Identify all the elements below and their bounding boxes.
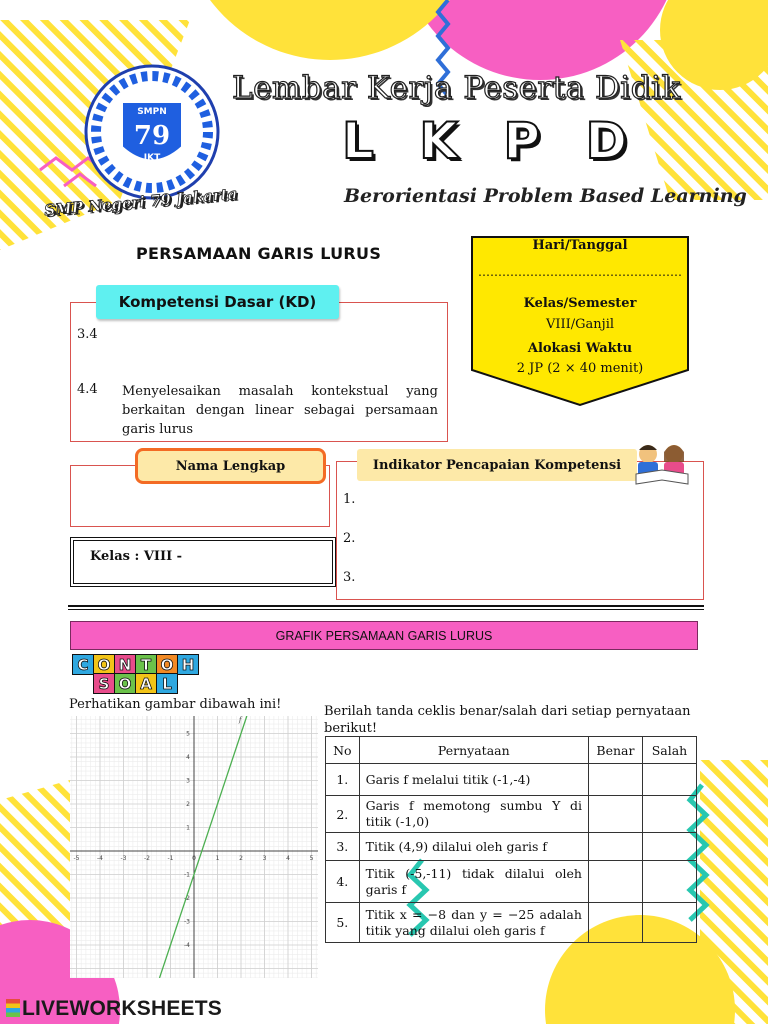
table-instruction: Berilah tanda ceklis benar/salah dari setiap pernyataan berikut! (324, 704, 691, 736)
column-header: Pernyataan (359, 737, 588, 764)
y-tick-label: 5 (186, 730, 190, 738)
row-statement: Titik (4,9) dilalui oleh garis f (359, 833, 588, 861)
letter-tile: L (156, 673, 178, 694)
line-graph (70, 716, 318, 978)
indicator-item: 1. (343, 492, 356, 507)
logo-text-top: SMPN (137, 107, 167, 117)
row-number: 1. (326, 764, 360, 796)
x-tick-label: -5 (73, 855, 80, 862)
letter-tile: H (177, 654, 199, 675)
true-checkbox-cell[interactable] (588, 861, 642, 903)
class-semester-label: Kelas/Semester (523, 296, 637, 311)
time-allocation-value: 2 JP (2 × 40 menit) (516, 361, 644, 376)
indicator-item: 2. (343, 531, 356, 546)
false-checkbox-cell[interactable] (642, 796, 696, 833)
y-tick-label: 1 (186, 824, 190, 832)
kd-item-number: 3.4 (77, 327, 98, 342)
true-false-table (325, 736, 697, 943)
kd-heading: Kompetensi Dasar (KD) (96, 285, 339, 319)
table-row (326, 764, 697, 796)
section-divider (68, 605, 704, 607)
row-number: 4. (326, 861, 360, 903)
row-statement: Titik (-5,-11) tidak dilalui oleh garis f (359, 861, 588, 903)
y-tick-label: -4 (184, 942, 190, 949)
row-number: 5. (326, 903, 360, 943)
lkpd-heading: L K P D (342, 112, 641, 170)
time-allocation-label: Alokasi Waktu (527, 341, 633, 356)
x-tick-label: 3 (262, 855, 267, 862)
x-tick-label: -4 (97, 855, 103, 862)
table-row (326, 796, 697, 833)
y-tick-label: 3 (186, 777, 190, 785)
x-tick-label: 0 (192, 855, 196, 862)
kd-item-text: Menyelesaikan masalah kontekstual yang berkaitan dengan linear sebagai persamaan garis lurus (122, 384, 438, 437)
y-tick-label: -1 (184, 871, 190, 879)
row-number: 2. (326, 796, 360, 833)
false-checkbox-cell[interactable] (642, 833, 696, 861)
table-row (326, 861, 697, 903)
section-divider (68, 609, 704, 610)
letter-tile: O (93, 654, 115, 675)
row-number: 3. (326, 833, 360, 861)
date-value[interactable]: …………………………………………… (478, 265, 682, 279)
x-tick-label: 2 (239, 855, 243, 862)
x-tick-label: -2 (144, 855, 150, 862)
false-checkbox-cell[interactable] (642, 903, 696, 943)
graph-instruction: Perhatikan gambar dibawah ini! (69, 697, 282, 712)
liveworksheets-icon (6, 999, 20, 1017)
y-tick-label: -3 (184, 918, 190, 926)
series-label: f (238, 716, 242, 724)
liveworksheets-logo (6, 997, 222, 1021)
y-tick-label: 2 (186, 801, 190, 808)
table-row (326, 833, 697, 861)
worksheet-subtitle: Berorientasi Problem Based Learning (344, 185, 747, 207)
column-header: Benar (588, 737, 642, 764)
students-reading-icon (630, 440, 694, 486)
letter-tile: N (114, 654, 136, 675)
false-checkbox-cell[interactable] (642, 861, 696, 903)
column-header: No (326, 737, 360, 764)
true-checkbox-cell[interactable] (588, 764, 642, 796)
worksheet-title: Lembar Kerja Peserta Didik (232, 70, 681, 106)
y-tick-label: 4 (186, 754, 190, 761)
letter-tile: C (72, 654, 94, 675)
logo-text-bottom: JKT (143, 153, 161, 163)
class-label: Kelas : VIII - (90, 549, 183, 564)
letter-tile: O (114, 673, 136, 694)
indicator-item: 3. (343, 570, 356, 585)
name-label: Nama Lengkap (135, 448, 326, 484)
letter-tile: A (135, 673, 157, 694)
table-header-row (326, 737, 697, 764)
row-statement: Garis f memotong sumbu Y di titik (-1,0) (359, 796, 588, 833)
x-tick-label: -1 (167, 855, 174, 862)
y-tick-label: -2 (184, 895, 190, 902)
column-header: Salah (642, 737, 696, 764)
liveworksheets-label: LIVEWORKSHEETS (22, 997, 222, 1020)
section-banner: GRAFIK PERSAMAAN GARIS LURUS (70, 621, 698, 650)
true-checkbox-cell[interactable] (588, 833, 642, 861)
letter-tile: S (93, 673, 115, 694)
x-tick-label: 5 (309, 855, 314, 862)
school-name: SMP Negeri 79 Jakarta (43, 184, 239, 220)
true-checkbox-cell[interactable] (588, 796, 642, 833)
row-statement: Titik x = −8 dan y = −25 adalah titik yang dilalui oleh garis f (359, 903, 588, 943)
letter-tile: O (156, 654, 178, 675)
school-logo (82, 62, 222, 202)
table-row (326, 903, 697, 943)
kd-item-number: 4.4 (77, 382, 98, 397)
date-label: Hari/Tanggal (532, 238, 628, 253)
x-tick-label: 4 (286, 855, 290, 862)
row-statement: Garis f melalui titik (-1,-4) (359, 764, 588, 796)
true-checkbox-cell[interactable] (588, 903, 642, 943)
x-tick-label: 1 (215, 855, 220, 862)
indicator-heading: Indikator Pencapaian Kompetensi (357, 449, 637, 481)
logo-text-number: 79 (133, 121, 171, 151)
class-semester-value: VIII/Ganjil (545, 317, 615, 332)
x-tick-label: -3 (120, 855, 127, 862)
letter-tile: T (135, 654, 157, 675)
false-checkbox-cell[interactable] (642, 764, 696, 796)
topic-title: PERSAMAAN GARIS LURUS (136, 244, 382, 263)
